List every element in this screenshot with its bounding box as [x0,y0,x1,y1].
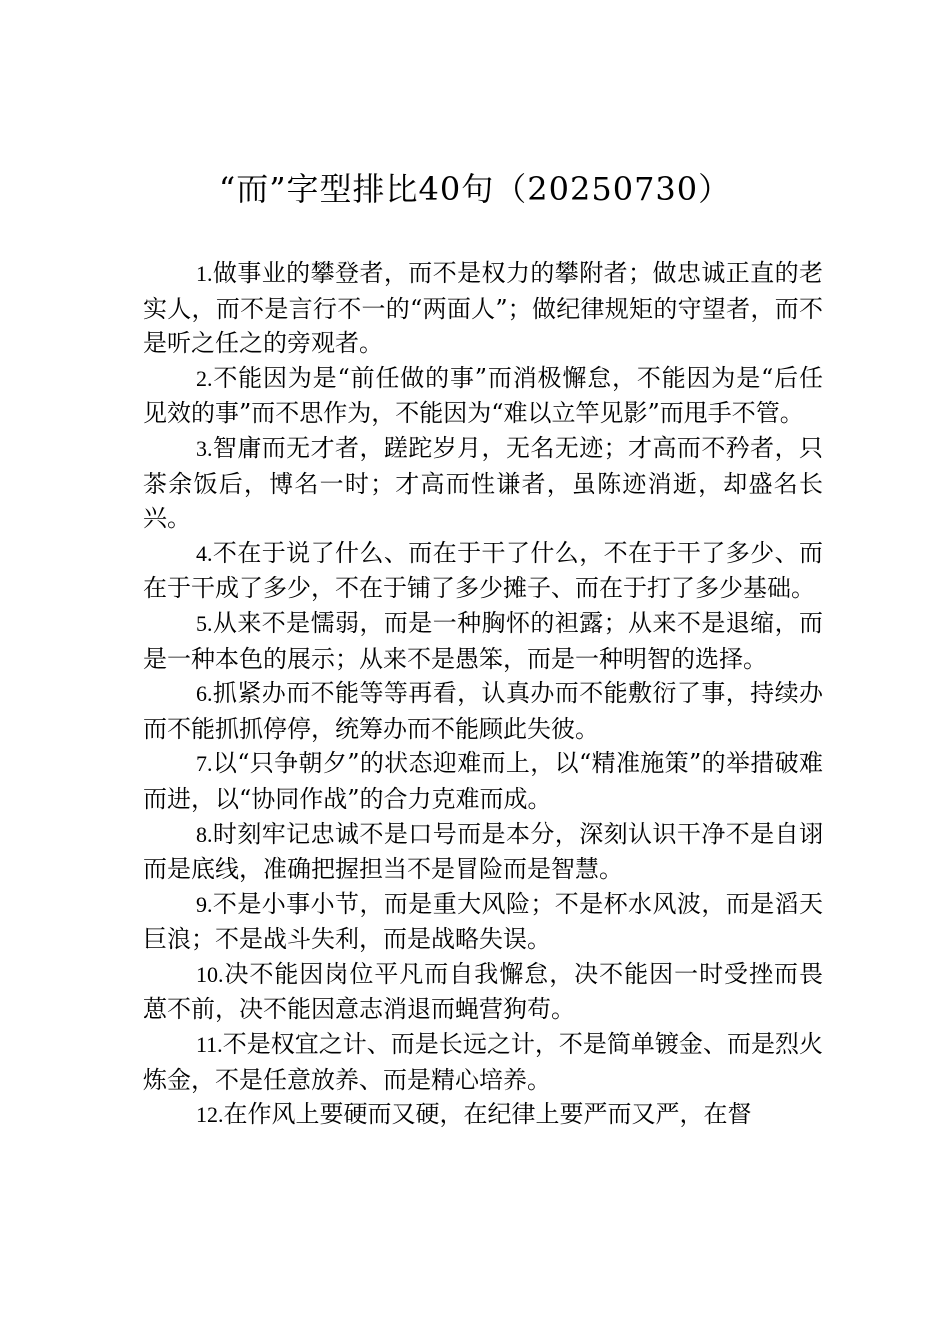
paragraph-number: 2. [196,365,213,391]
paragraph-10 [143,957,823,1027]
paragraph-8 [143,817,823,887]
paragraph-2 [143,361,823,431]
paragraph-number: 6. [196,681,213,707]
paragraph-1 [143,256,823,361]
paragraph-number: 10. [196,961,224,987]
paragraph-number: 8. [196,821,213,847]
paragraph-text: 从来不是懦弱，而是一种胸怀的袒露；从来不是退缩，而是一种本色的展示；从来不是愚笨，而是一种明智的选择。 [143,608,823,673]
paragraph-number: 12. [196,1102,224,1128]
paragraph-number: 1. [196,261,213,286]
paragraph-text: 在作风上要硬而又硬，在纪律上要严而又严，在督 [223,1100,752,1129]
paragraph-text: 智庸而无才者，蹉跎岁月，无名无迹；才高而不矜者，只茶余饭后，博名一时；才高而性谦者，虽陈迹消逝，却盛名长兴。 [143,433,823,533]
paragraph-11 [143,1027,823,1097]
paragraph-3 [143,431,823,536]
paragraph-text: 不是小事小节，而是重大风险；不是杯水风波，而是滔天巨浪；不是战斗失利，而是战略失误。 [143,889,823,954]
document-body [143,256,823,1133]
paragraph-text: 不能因为是“前任做的事”而消极懈怠，不能因为是“后任见效的事”而不思作为，不能因为“难以立竿见影”而甩手不管。 [143,363,823,428]
paragraph-text: 不是权宜之计、而是长远之计，不是简单镀金、而是烈火炼金，不是任意放养、而是精心培养。 [143,1030,823,1094]
paragraph-text: 时刻牢记忠诚不是口号而是本分，深刻认识干净不是自诩而是底线，准确把握担当不是冒险而是智慧。 [143,819,823,884]
document-title: “而”字型排比40句（20250730） [218,170,732,208]
paragraph-text: 决不能因岗位平凡而自我懈怠，决不能因一时受挫而畏葸不前，决不能因意志消退而蝇营狗苟。 [143,959,823,1024]
paragraph-text: 做事业的攀登者，而不是权力的攀附者；做忠诚正直的老实人，而不是言行不一的“两面人”；做纪律规矩的守望者，而不是听之任之的旁观者。 [143,259,823,358]
paragraph-number: 7. [196,751,213,777]
paragraph-7 [143,746,823,816]
paragraph-4 [143,536,823,606]
paragraph-number: 11. [196,1032,223,1058]
paragraph-5 [143,606,823,676]
paragraph-12 [143,1097,823,1133]
paragraph-number: 4. [196,540,213,566]
paragraph-text: 以“只争朝夕”的状态迎难而上，以“精准施策”的举措破难而进，以“协同作战”的合力克难而成。 [143,749,823,813]
paragraph-number: 3. [196,435,213,461]
paragraph-number: 9. [196,891,213,917]
paragraph-text: 抓紧办而不能等等再看，认真办而不能敷衍了事，持续办而不能抓抓停停，统筹办而不能顾此失彼。 [143,679,823,743]
paragraph-text: 不在于说了什么、而在于干了什么，不在于干了多少、而在于干成了多少，不在于铺了多少摊子、而在于打了多少基础。 [143,538,823,603]
paragraph-6 [143,676,823,746]
paragraph-9 [143,887,823,957]
paragraph-number: 5. [196,610,213,636]
